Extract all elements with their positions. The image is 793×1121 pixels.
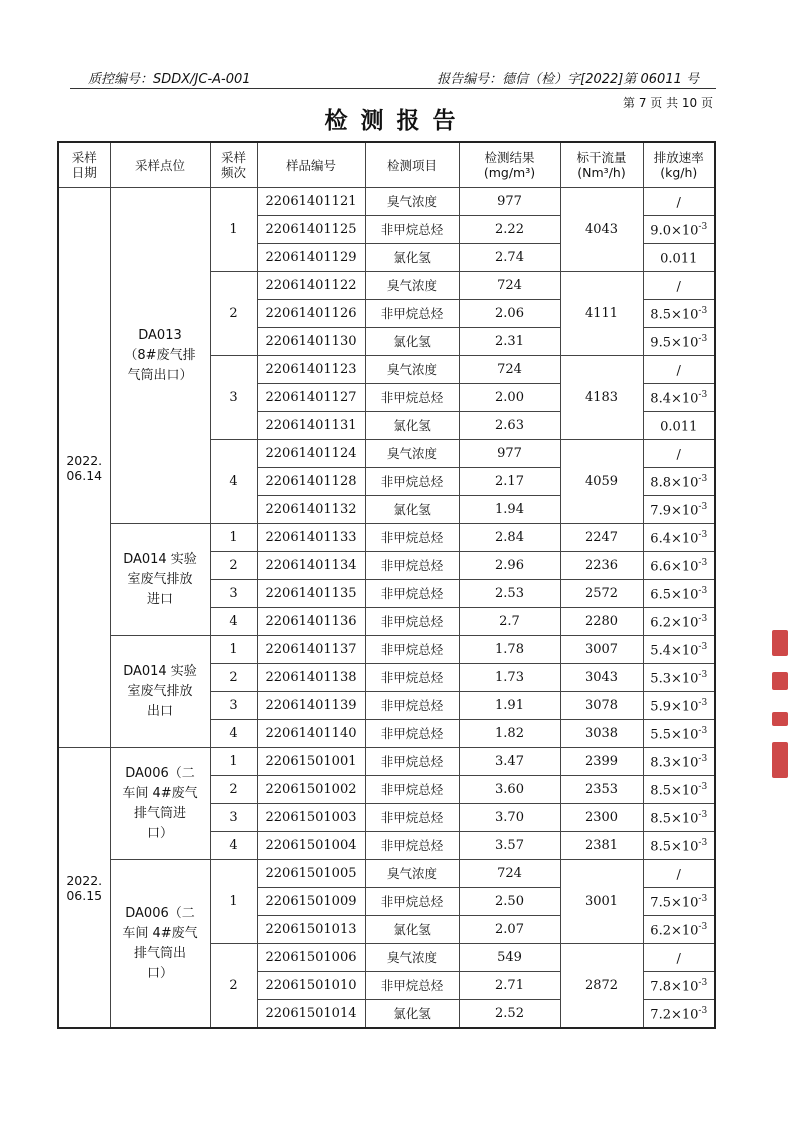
flow-cell: 4043 <box>560 188 643 272</box>
emission-rate-cell: $8.5\times 10^{-3}$ <box>643 300 715 328</box>
flow-cell: 4111 <box>560 272 643 356</box>
emission-rate-cell: $8.5\times 10^{-3}$ <box>643 804 715 832</box>
test-item-cell: 非甲烷总烃 <box>365 692 459 720</box>
result-cell: 1.94 <box>459 496 560 524</box>
result-cell: 2.00 <box>459 384 560 412</box>
red-stamp-mark <box>772 630 788 656</box>
emission-rate-cell: 0.011 <box>643 244 715 272</box>
frequency-cell: 1 <box>210 524 257 552</box>
result-cell: 2.31 <box>459 328 560 356</box>
emission-rate-cell: $5.3\times 10^{-3}$ <box>643 664 715 692</box>
col-result: 检测结果 (mg/m³) <box>459 142 560 188</box>
emission-rate-cell: $9.5\times 10^{-3}$ <box>643 328 715 356</box>
red-stamp-mark <box>772 742 788 778</box>
sample-id-cell: 22061501005 <box>257 860 365 888</box>
flow-cell: 2572 <box>560 580 643 608</box>
test-item-cell: 非甲烷总烃 <box>365 972 459 1000</box>
flow-cell: 4059 <box>560 440 643 524</box>
frequency-cell: 2 <box>210 664 257 692</box>
flow-cell: 2247 <box>560 524 643 552</box>
flow-cell: 3043 <box>560 664 643 692</box>
test-item-cell: 非甲烷总烃 <box>365 888 459 916</box>
test-item-cell: 非甲烷总烃 <box>365 384 459 412</box>
emission-rate-cell: $9.0\times 10^{-3}$ <box>643 216 715 244</box>
result-cell: 2.50 <box>459 888 560 916</box>
table-row <box>58 188 715 216</box>
sample-id-cell: 22061401121 <box>257 188 365 216</box>
result-cell: 2.71 <box>459 972 560 1000</box>
test-item-cell: 臭气浓度 <box>365 944 459 972</box>
emission-rate-cell: $8.3\times 10^{-3}$ <box>643 748 715 776</box>
emission-rate-cell: $6.6\times 10^{-3}$ <box>643 552 715 580</box>
result-cell: 2.07 <box>459 916 560 944</box>
result-cell: 3.47 <box>459 748 560 776</box>
flow-cell: 3038 <box>560 720 643 748</box>
sample-id-cell: 22061401126 <box>257 300 365 328</box>
sample-id-cell: 22061401135 <box>257 580 365 608</box>
test-item-cell: 非甲烷总烃 <box>365 804 459 832</box>
test-item-cell: 非甲烷总烃 <box>365 608 459 636</box>
sample-id-cell: 22061401133 <box>257 524 365 552</box>
frequency-cell: 1 <box>210 748 257 776</box>
flow-cell: 2399 <box>560 748 643 776</box>
emission-rate-cell: $8.4\times 10^{-3}$ <box>643 384 715 412</box>
col-location: 采样点位 <box>110 142 210 188</box>
emission-rate-cell: $6.2\times 10^{-3}$ <box>643 916 715 944</box>
test-item-cell: 非甲烷总烃 <box>365 720 459 748</box>
frequency-cell: 4 <box>210 832 257 860</box>
test-item-cell: 臭气浓度 <box>365 272 459 300</box>
emission-rate-cell: / <box>643 440 715 468</box>
test-item-cell: 氯化氢 <box>365 496 459 524</box>
flow-cell: 2236 <box>560 552 643 580</box>
sampling-location-cell: DA013 （8#废气排 气筒出口） <box>110 188 210 524</box>
flow-cell: 2872 <box>560 944 643 1029</box>
test-item-cell: 非甲烷总烃 <box>365 552 459 580</box>
sample-id-cell: 22061401130 <box>257 328 365 356</box>
test-item-cell: 非甲烷总烃 <box>365 524 459 552</box>
result-cell: 977 <box>459 440 560 468</box>
result-cell: 3.57 <box>459 832 560 860</box>
frequency-cell: 2 <box>210 776 257 804</box>
result-cell: 2.74 <box>459 244 560 272</box>
emission-rate-cell: / <box>643 356 715 384</box>
test-item-cell: 臭气浓度 <box>365 356 459 384</box>
table-header-row <box>58 142 715 188</box>
sampling-location-cell: DA014 实验 室废气排放 出口 <box>110 636 210 748</box>
test-item-cell: 非甲烷总烃 <box>365 216 459 244</box>
flow-cell: 2280 <box>560 608 643 636</box>
sample-id-cell: 22061401137 <box>257 636 365 664</box>
flow-cell: 2300 <box>560 804 643 832</box>
result-cell: 2.06 <box>459 300 560 328</box>
qc-number: 质控编号：SDDX/JC-A-001 <box>88 72 251 87</box>
emission-rate-cell: $7.9\times 10^{-3}$ <box>643 496 715 524</box>
table-row <box>58 636 715 664</box>
sample-id-cell: 22061401127 <box>257 384 365 412</box>
flow-cell: 2353 <box>560 776 643 804</box>
col-frequency: 采样 频次 <box>210 142 257 188</box>
test-item-cell: 非甲烷总烃 <box>365 636 459 664</box>
emission-rate-cell: / <box>643 272 715 300</box>
page-number: 第 7 页 共 10 页 <box>623 96 713 110</box>
emission-rate-cell: $7.5\times 10^{-3}$ <box>643 888 715 916</box>
emission-rate-cell: $6.5\times 10^{-3}$ <box>643 580 715 608</box>
flow-cell: 4183 <box>560 356 643 440</box>
test-item-cell: 氯化氢 <box>365 1000 459 1029</box>
test-item-cell: 非甲烷总烃 <box>365 664 459 692</box>
test-item-cell: 氯化氢 <box>365 412 459 440</box>
frequency-cell: 1 <box>210 636 257 664</box>
sampling-location-cell: DA014 实验 室废气排放 进口 <box>110 524 210 636</box>
table-row <box>58 748 715 776</box>
test-item-cell: 氯化氢 <box>365 916 459 944</box>
frequency-cell: 3 <box>210 580 257 608</box>
result-cell: 2.52 <box>459 1000 560 1029</box>
sample-id-cell: 22061501013 <box>257 916 365 944</box>
flow-cell: 2381 <box>560 832 643 860</box>
test-item-cell: 非甲烷总烃 <box>365 580 459 608</box>
sample-id-cell: 22061501003 <box>257 804 365 832</box>
frequency-cell: 2 <box>210 552 257 580</box>
test-item-cell: 非甲烷总烃 <box>365 468 459 496</box>
header-rule <box>70 88 716 89</box>
frequency-cell: 1 <box>210 860 257 944</box>
frequency-cell: 2 <box>210 944 257 1029</box>
test-item-cell: 臭气浓度 <box>365 440 459 468</box>
test-item-cell: 臭气浓度 <box>365 860 459 888</box>
result-cell: 2.22 <box>459 216 560 244</box>
test-item-cell: 氯化氢 <box>365 328 459 356</box>
sample-id-cell: 22061401138 <box>257 664 365 692</box>
test-item-cell: 非甲烷总烃 <box>365 832 459 860</box>
result-cell: 724 <box>459 356 560 384</box>
emission-rate-cell: $5.4\times 10^{-3}$ <box>643 636 715 664</box>
result-cell: 724 <box>459 272 560 300</box>
sample-id-cell: 22061401132 <box>257 496 365 524</box>
result-cell: 2.84 <box>459 524 560 552</box>
frequency-cell: 4 <box>210 440 257 524</box>
emission-rate-cell: $5.5\times 10^{-3}$ <box>643 720 715 748</box>
test-item-cell: 臭气浓度 <box>365 188 459 216</box>
col-sample-id: 样品编号 <box>257 142 365 188</box>
report-number: 报告编号：德信（检）字[2022]第 06011 号 <box>437 72 699 87</box>
sample-id-cell: 22061401128 <box>257 468 365 496</box>
test-item-cell: 氯化氢 <box>365 244 459 272</box>
sample-id-cell: 22061401129 <box>257 244 365 272</box>
red-stamp-mark <box>772 672 788 690</box>
result-cell: 977 <box>459 188 560 216</box>
sample-id-cell: 22061401140 <box>257 720 365 748</box>
emission-rate-cell: $5.9\times 10^{-3}$ <box>643 692 715 720</box>
sampling-location-cell: DA006（二 车间 4#废气 排气筒出 口） <box>110 860 210 1029</box>
emission-rate-cell: $8.5\times 10^{-3}$ <box>643 776 715 804</box>
emission-rate-cell: $8.5\times 10^{-3}$ <box>643 832 715 860</box>
sample-id-cell: 22061501010 <box>257 972 365 1000</box>
result-cell: 724 <box>459 860 560 888</box>
sampling-date-cell: 2022. 06.14 <box>58 188 110 748</box>
result-cell: 1.73 <box>459 664 560 692</box>
emission-rate-cell: / <box>643 860 715 888</box>
result-cell: 1.82 <box>459 720 560 748</box>
sample-id-cell: 22061501004 <box>257 832 365 860</box>
emission-rate-cell: $6.2\times 10^{-3}$ <box>643 608 715 636</box>
result-cell: 1.78 <box>459 636 560 664</box>
sample-id-cell: 22061501006 <box>257 944 365 972</box>
table-row <box>58 524 715 552</box>
red-stamp-mark <box>772 712 788 726</box>
sample-id-cell: 22061401124 <box>257 440 365 468</box>
frequency-cell: 4 <box>210 720 257 748</box>
col-flow: 标干流量 (Nm³/h) <box>560 142 643 188</box>
sample-id-cell: 22061501014 <box>257 1000 365 1029</box>
emission-rate-cell: / <box>643 188 715 216</box>
test-item-cell: 非甲烷总烃 <box>365 300 459 328</box>
result-cell: 2.17 <box>459 468 560 496</box>
frequency-cell: 1 <box>210 188 257 272</box>
result-cell: 549 <box>459 944 560 972</box>
result-cell: 2.53 <box>459 580 560 608</box>
flow-cell: 3007 <box>560 636 643 664</box>
test-item-cell: 非甲烷总烃 <box>365 748 459 776</box>
emission-rate-cell: 0.011 <box>643 412 715 440</box>
frequency-cell: 4 <box>210 608 257 636</box>
sample-id-cell: 22061401139 <box>257 692 365 720</box>
sample-id-cell: 22061401134 <box>257 552 365 580</box>
col-date: 采样 日期 <box>58 142 110 188</box>
sampling-location-cell: DA006（二 车间 4#废气 排气筒进 口） <box>110 748 210 860</box>
emission-rate-cell: $7.8\times 10^{-3}$ <box>643 972 715 1000</box>
frequency-cell: 3 <box>210 804 257 832</box>
sample-id-cell: 22061401131 <box>257 412 365 440</box>
emission-rate-cell: $7.2\times 10^{-3}$ <box>643 1000 715 1029</box>
emission-rate-cell: / <box>643 944 715 972</box>
result-cell: 1.91 <box>459 692 560 720</box>
emission-rate-cell: $8.8\times 10^{-3}$ <box>643 468 715 496</box>
table-row <box>58 860 715 888</box>
frequency-cell: 3 <box>210 356 257 440</box>
flow-cell: 3078 <box>560 692 643 720</box>
col-item: 检测项目 <box>365 142 459 188</box>
results-table <box>57 141 716 1029</box>
sample-id-cell: 22061501009 <box>257 888 365 916</box>
report-title: 检测报告 <box>324 108 469 134</box>
test-item-cell: 非甲烷总烃 <box>365 776 459 804</box>
emission-rate-cell: $6.4\times 10^{-3}$ <box>643 524 715 552</box>
col-rate: 排放速率 (kg/h) <box>643 142 715 188</box>
frequency-cell: 2 <box>210 272 257 356</box>
result-cell: 3.70 <box>459 804 560 832</box>
result-cell: 2.96 <box>459 552 560 580</box>
flow-cell: 3001 <box>560 860 643 944</box>
result-cell: 2.7 <box>459 608 560 636</box>
sample-id-cell: 22061501002 <box>257 776 365 804</box>
sample-id-cell: 22061401136 <box>257 608 365 636</box>
result-cell: 3.60 <box>459 776 560 804</box>
result-cell: 2.63 <box>459 412 560 440</box>
frequency-cell: 3 <box>210 692 257 720</box>
sample-id-cell: 22061401125 <box>257 216 365 244</box>
sampling-date-cell: 2022. 06.15 <box>58 748 110 1029</box>
sample-id-cell: 22061401123 <box>257 356 365 384</box>
sample-id-cell: 22061501001 <box>257 748 365 776</box>
sample-id-cell: 22061401122 <box>257 272 365 300</box>
